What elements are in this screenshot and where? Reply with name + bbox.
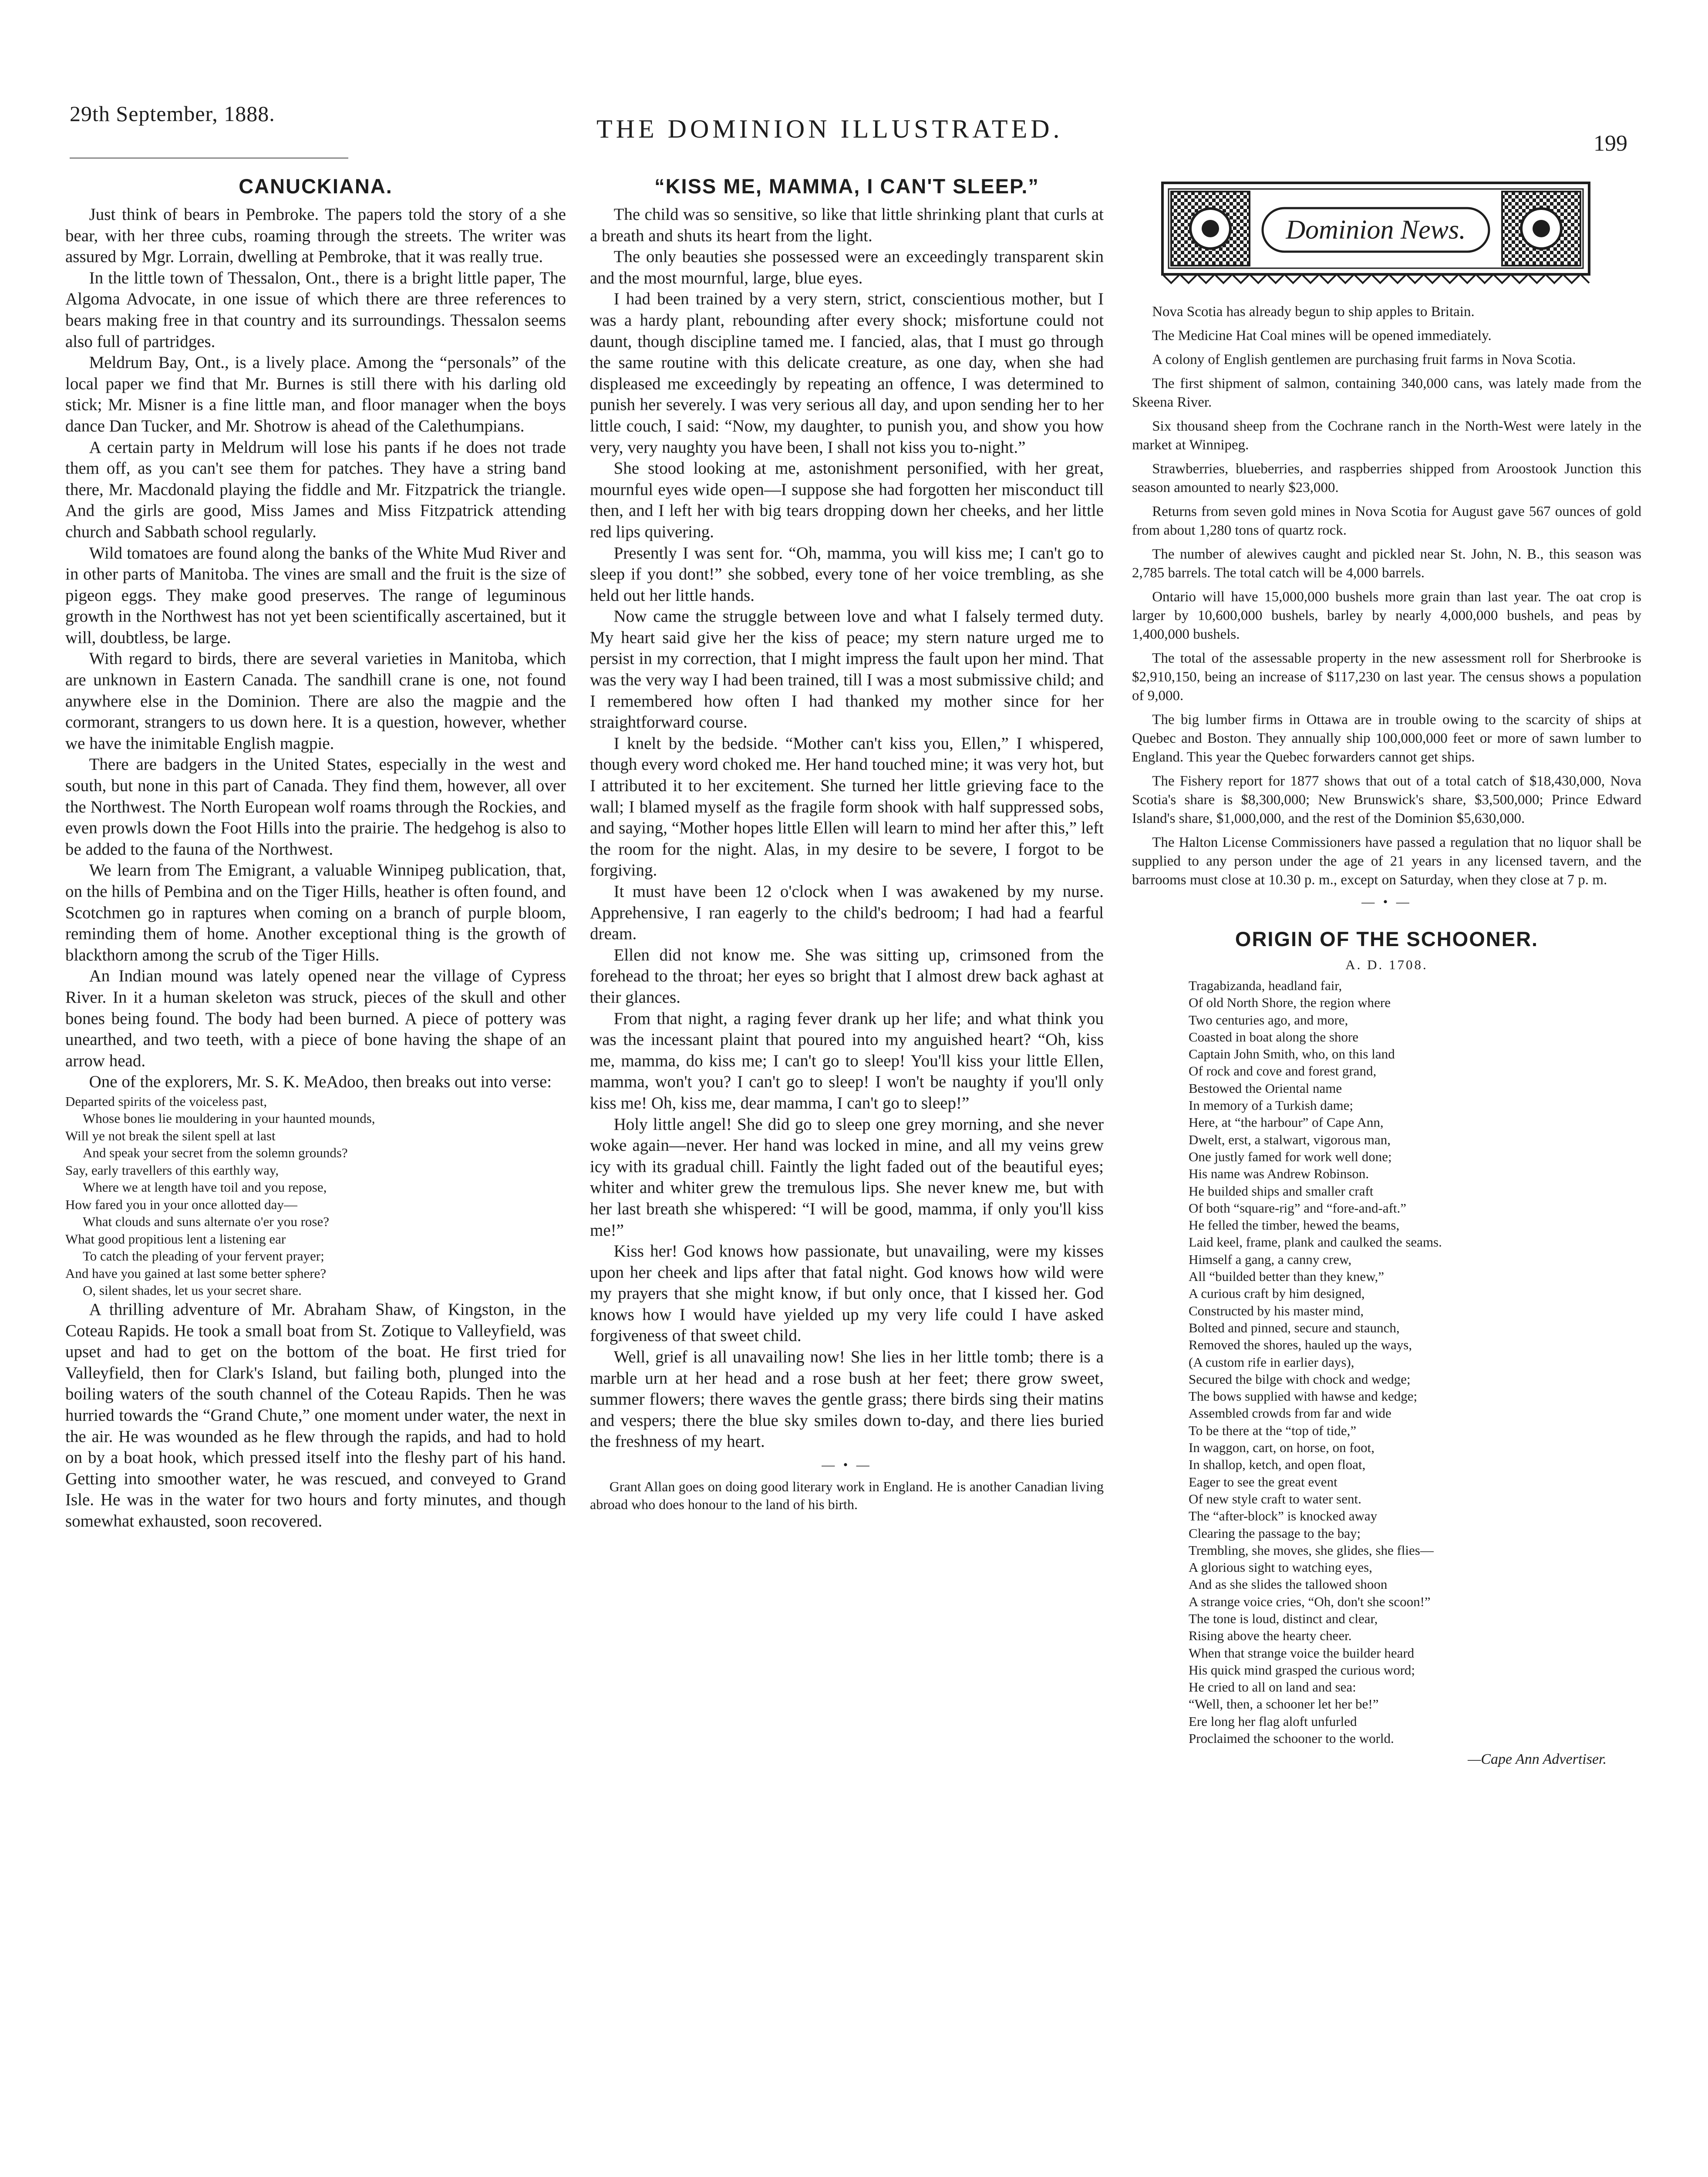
paragraph: Meldrum Bay, Ont., is a lively place. Among the “personals” of the local paper we find that Mr. Burnes is still there with his darling old stick; Mr. Misner is a fine little man, and floor manager when the boys dance Dan Tucker, and Mr. Shotrow is ahead of the Calethumpians. [65,353,566,435]
news-item: Returns from seven gold mines in Nova Scotia for August gave 567 ounces of gold from about 1,280 tons of quartz rock. [1132,504,1641,538]
paragraph: Now came the struggle between love and what I falsely termed duty. My heart said give her the kiss of peace; my stern nature urged me to persist in my correction, that I might impress the fault upon her mind. That was the very way I had been trained, till I was a most submissive child; and I remembered how often I had thanked my mother since for her straightforward course. [590,607,1104,732]
poem-line: In waggon, cart, on horse, on foot, [1189,1440,1375,1456]
verse-line: Where we at length have toil and you repose, [83,1179,327,1195]
paragraph: The only beauties she possessed were an exceedingly transparent skin and the most mournful, large, blue eyes. [590,247,1104,287]
section-divider: — • — [822,1458,872,1473]
canuckiana-title: CANUCKIANA. [239,175,393,198]
poem-line: Dwelt, erst, a stalwart, vigorous man, [1189,1132,1391,1147]
paragraph: With regard to birds, there are several varieties in Manitoba, which are unknown in Eastern Canada. The sandhill crane is one, not found anywhere else in the Dominion. There are also the magpie and the cormorant, strangers to us down here. It is a question, however, whether we have the inimitable English magpie. [65,649,566,753]
poem-line: And as she slides the tallowed shoon [1189,1577,1388,1592]
poem-line: Captain John Smith, who, on this land [1189,1046,1395,1062]
paragraph: Kiss her! God knows how passionate, but unavailing, were my kisses upon her cheek and lips after that fatal night. God knows how wild were my prayers that she might know, if but only once, that I kissed her. God knows how I would have yielded up my very life could I have asked forgiveness of that sweet child. [590,1242,1104,1345]
poem-line: Clearing the passage to the bay; [1189,1525,1361,1541]
poem-line: Two centuries ago, and more, [1189,1012,1348,1028]
paragraph: One of the explorers, Mr. S. K. MeAdoo, then breaks out into verse: [89,1072,552,1092]
poem-line: Of old North Shore, the region where [1189,995,1391,1011]
poem-line: Of new style craft to water sent. [1189,1491,1361,1506]
poem-attribution: —Cape Ann Advertiser. [1468,1751,1607,1768]
poem-line: Himself a gang, a canny crew, [1189,1251,1352,1267]
poem-line: A curious craft by him designed, [1189,1286,1365,1301]
verse-line: To catch the pleading of your fervent prayer; [83,1248,324,1264]
poem-line: Proclaimed the schooner to the world. [1189,1731,1394,1746]
poem-line: Of rock and cove and forest grand, [1189,1063,1377,1079]
poem-line: Constructed by his master mind, [1189,1303,1364,1318]
news-item: Strawberries, blueberries, and raspberries shipped from Aroostook Junction this season amounted to nearly $23,000. [1132,461,1641,495]
paragraph: Presently I was sent for. “Oh, mamma, you will kiss me; I can't go to sleep if you dont!” she sobbed, every tone of her voice trembling, as she held out her little hands. [590,543,1104,605]
poem-line: Trembling, she moves, she glides, she flies— [1189,1542,1434,1558]
issue-date: 29th September, 1888. [70,101,275,126]
news-item: The Halton License Commissioners have passed a regulation that no liquor shall be supplied to any person under the age of 21 years in any licensed tavern, and the barrooms must close at 10.30 p. m., except on Saturday, when they close at 7 p. m. [1132,835,1641,888]
paragraph: There are badgers in the United States, especially in the west and south, but none in this part of Canada. They find them, however, all over the Northwest. The North European wolf roams through the Rockies, and even prowls down the Foot Hills into the prairie. The hedgehog is also to be added to the fauna of the Northwest. [65,755,566,859]
poem-line: A strange voice cries, “Oh, don't she scoon!” [1189,1594,1431,1609]
verse-line: What good propitious lent a listening ear [65,1231,286,1247]
paragraph: It must have been 12 o'clock when I was awakened by my nurse. Apprehensive, I ran eagerly to the child's bedroom; I had had a fearful dream. [590,882,1104,944]
poem-line: He cried to all on land and sea: [1189,1679,1356,1695]
poem-line: Tragabizanda, headland fair, [1189,978,1342,993]
verse-line: And speak your secret from the solemn grounds? [83,1145,348,1161]
poem-line: Removed the shores, hauled up the ways, [1189,1337,1412,1353]
paragraph: Just think of bears in Pembroke. The papers told the story of a she bear, with her three cubs, roaming through the streets. The writer was assured by Mgr. Lorrain, dwelling at Pembroke, that it was really true. [65,205,566,266]
poem-line: In shallop, ketch, and open float, [1189,1457,1366,1473]
poem-line: Secured the bilge with chock and wedge; [1189,1371,1411,1387]
poem-line: He felled the timber, hewed the beams, [1189,1217,1400,1233]
page-number: 199 [1593,131,1627,156]
verse-block [65,1093,566,1299]
poem-line: The bows supplied with hawse and kedge; [1189,1388,1418,1404]
schooner-date: A. D. 1708. [1345,957,1428,972]
paragraph: The child was so sensitive, so like that little shrinking plant that curls at a breath and shuts its heart from the light. [590,205,1104,245]
news-item: The Medicine Hat Coal mines will be opened immediately. [1152,328,1492,344]
verse-line: How fared you in your once allotted day— [65,1196,297,1212]
poem-line: Bestowed the Oriental name [1189,1080,1342,1096]
poem-line: Rising above the hearty cheer. [1189,1628,1352,1644]
poem-line: His quick mind grasped the curious word; [1189,1662,1415,1678]
verse-line: And have you gained at last some better sphere? [65,1265,327,1281]
news-item: The big lumber firms in Ottawa are in trouble owing to the scarcity of ships at Quebec and Boston. They annually ship 100,000,000 feet or more of sawn lumber to England. This year the Quebec forwarders cannot get ships. [1132,712,1641,765]
news-items [1132,303,1641,890]
paragraph: Holy little angel! She did go to sleep one grey morning, and she never woke again—never. Her hand was locked in mine, and all my veins grew icy with its gradual chill. Faintly the light faded out of the beautiful eyes; whiter and whiter grew the tremulous lips. She never knew me, but with her last breath she whispered: “I will be good, mamma, if only you'll kiss me!” [590,1115,1104,1240]
canuckiana-body [65,204,566,1093]
paragraph: In the little town of Thessalon, Ont., there is a bright little paper, The Algoma Advocate, in one issue of which there are three references to bears making free in that country and its surroundings. Thessalon seems also full of partridges. [65,268,566,351]
poem-line: Laid keel, frame, plank and caulked the seams. [1189,1234,1442,1250]
column-kiss-me-mamma [590,174,1104,2177]
verse-line: Will ye not break the silent spell at last [65,1128,276,1143]
verse-line: O, silent shades, let us your secret share. [83,1283,302,1298]
poem-line: Here, at “the harbour” of Cape Ann, [1189,1115,1384,1130]
kiss-me-body [590,204,1104,1452]
paragraph: A certain party in Meldrum will lose his pants if he does not trade them off, as you can't see them for patches. They have a string band there, Mr. Macdonald playing the fiddle and Mr. Fitzpatrick the triangle. And the girls are good, Miss James and Miss Fitzpatrick attending church and Sabbath school regularly. [65,438,566,541]
poem-line: Coasted in boat along the shore [1189,1029,1358,1045]
poem-line: Eager to see the great event [1189,1474,1337,1490]
news-item: A colony of English gentlemen are purchasing fruit farms in Nova Scotia. [1152,352,1576,367]
paragraph: I knelt by the bedside. “Mother can't kiss you, Ellen,” I whispered, though every word choked me. Her hand touched mine; it was very hot, but I attributed it to her excitement. She turned her little grieving face to the wall; I blamed myself as the fragile form shook with half suppressed sobs, and saying, “Mother hopes little Ellen will learn to mind her after this,” left the room for the night. Alas, in my desire to be severe, I forgot to be forgiving. [590,734,1104,880]
paragraph: I had been trained by a very stern, strict, conscientious mother, but I was a hardy plant, rebounding after every shock; misfortune could not daunt, though discipline tamed me. I fancied, alas, that I must go through the same routine with this delicate creature, as one day, when she had displeased me exceedingly by repeating an offence, I was determined to punish her severely. I was very serious all day, and upon sending her to her little couch, I said: “Now, my daughter, to punish you, and show you how very, very naughty you have been, I shall not kiss you to-night.” [590,290,1104,457]
footnote: Grant Allan goes on doing good literary work in England. He is another Canadian living abroad who does honour to the land of his birth. [590,1479,1104,1513]
paragraph: A thrilling adventure of Mr. Abraham Shaw, of Kingston, in the Coteau Rapids. He took a small boat from St. Zotique to Valleyfield, was upset and had to get on the bottom of the boat. He first tried for Valleyfield, then for Clark's Island, but failing both, plunged into the boiling waters of the south channel of the Coteau Rapids. Then he was hurried towards the “Grand Chute,” one moment under water, the next in the air. He was wounded as he flew through the rapids, and had to hold on by a boat hook, which pressed itself into the fleshy part of his hand. Getting into smoother water, he was rescued, and conveyed to Grand Isle. He was in the water for two hours and forty minutes, and though somewhat exhausted, soon recovered. [65,1300,566,1530]
poem-line: “Well, then, a schooner let her be!” [1189,1696,1379,1712]
column-canuckiana [65,174,566,2177]
poem-line: The tone is loud, distinct and clear, [1189,1611,1378,1626]
verse-line: Whose bones lie mouldering in your haunted mounds, [83,1111,375,1126]
verse-line: Departed spirits of the voiceless past, [65,1093,267,1109]
verse-line: Say, early travellers of this earthly way, [65,1162,279,1178]
paragraph: From that night, a raging fever drank up her life; and what think you was the incessant plaint that poured into my anguished heart? “Oh, kiss me, mamma, do kiss me; I can't go to sleep! You'll kiss your little Ellen, mamma, won't you? I can't go to sleep! I won't be naughty if you'll only kiss me! Oh, kiss me, dear mamma, I can't go to sleep!” [590,1009,1104,1112]
poem-line: Ere long her flag aloft unfurled [1189,1713,1357,1729]
poem-line: He builded ships and smaller craft [1189,1183,1374,1199]
news-item: The first shipment of salmon, containing 340,000 cans, was lately made from the Skeena River. [1132,376,1641,410]
paragraph: Wild tomatoes are found along the banks of the White Mud River and in other parts of Manitoba. The vines are small and the fruit is the size of pigeon eggs. They make good preserves. The range of leguminous growth in the Northwest has not yet been scientifically ascertained, but it will, doubtless, be large. [65,543,566,647]
dominion-news-banner [1132,174,1620,287]
news-item: Nova Scotia has already begun to ship apples to Britain. [1152,304,1475,320]
kiss-me-title: “KISS ME, MAMMA, I CAN'T SLEEP.” [654,175,1039,198]
poem-line: To be there at the “top of tide,” [1189,1422,1357,1438]
poem-line: (A custom rife in earlier days), [1189,1354,1354,1370]
poem-line: All “builded better than they knew,” [1189,1269,1385,1284]
poem-line: Bolted and pinned, secure and staunch, [1189,1320,1400,1335]
poem-line: In memory of a Turkish dame; [1189,1098,1353,1113]
news-item: The number of alewives caught and pickled near St. John, N. B., this season was 2,785 barrels. The total catch will be 4,000 barrels. [1132,546,1641,581]
paragraph: She stood looking at me, astonishment personified, with her great, mournful eyes wide open—I suppose she had forgotten her misconduct till then, and I left her with big tears dropping down her cheeks, and her little red lips quivering. [590,459,1104,541]
news-item: Ontario will have 15,000,000 bushels more grain than last year. The oat crop is larger by 10,600,000 bushels, barley by nearly 4,000,000 bushels, and peas by 1,400,000 bushels. [1132,589,1641,642]
news-item: The Fishery report for 1877 shows that out of a total catch of $18,430,000, Nova Scotia's share is $8,300,000; New Brunswick's share, $3,500,000; Prince Edward Island's share, $1,000,000, and the rest of the Dominion $5,630,000. [1132,773,1641,826]
schooner-poem [1189,977,1641,1747]
schooner-title: ORIGIN OF THE SCHOONER. [1235,927,1539,950]
banner-title: Dominion News. [1286,215,1466,245]
column-dominion-news [1132,174,1641,2177]
news-item: Six thousand sheep from the Cochrane ranch in the North-West were lately in the market at Winnipeg. [1132,418,1641,453]
paragraph: An Indian mound was lately opened near the village of Cypress River. In it a human skeleton was struck, pieces of the skull and other bones being found. The body had been burned. A piece of pottery was unearthed, and two teeth, with a piece of bone having the shape of an arrow head. [65,967,566,1070]
paragraph: Ellen did not know me. She was sitting up, crimsoned from the forehead to the throat; her eyes so bright that I almost drew back aghast at their glances. [590,945,1104,1007]
paragraph: We learn from The Emigrant, a valuable Winnipeg publication, that, on the hills of Pembina and on the Tiger Hills, heather is often found, and Scotchmen go in raptures when coming on a branch of purple bloom, reminding them of home. Another exceptional thing is the growth of blackthorn among the scrub of the Tiger Hills. [65,861,566,964]
section-divider: — • — [1361,895,1412,909]
paragraph: Well, grief is all unavailing now! She lies in her little tomb; there is a marble urn at her head and a rose bush at her feet; there grow sweet, summer flowers; there waves the gentle grass; there birds sing their matins and vespers; there the blue sky smiles down to-day, and there lies buried the freshness of my heart. [590,1348,1104,1451]
poem-line: His name was Andrew Robinson. [1189,1166,1369,1182]
verse-line: What clouds and suns alternate o'er you rose? [83,1214,329,1230]
masthead: THE DOMINION ILLUSTRATED. [596,115,1063,143]
news-item: The total of the assessable property in the new assessment roll for Sherbrooke is $2,910,150, being an increase of $117,230 on last year. The census shows a population of 9,000. [1132,650,1641,704]
poem-line: Assembled crowds from far and wide [1189,1405,1391,1421]
poem-line: Of both “square-rig” and “fore-and-aft.” [1189,1200,1407,1216]
poem-line: A glorious sight to watching eyes, [1189,1560,1372,1575]
poem-line: One justly famed for work well done; [1189,1149,1392,1164]
poem-line: When that strange voice the builder heard [1189,1645,1415,1661]
poem-line: The “after-block” is knocked away [1189,1508,1378,1524]
